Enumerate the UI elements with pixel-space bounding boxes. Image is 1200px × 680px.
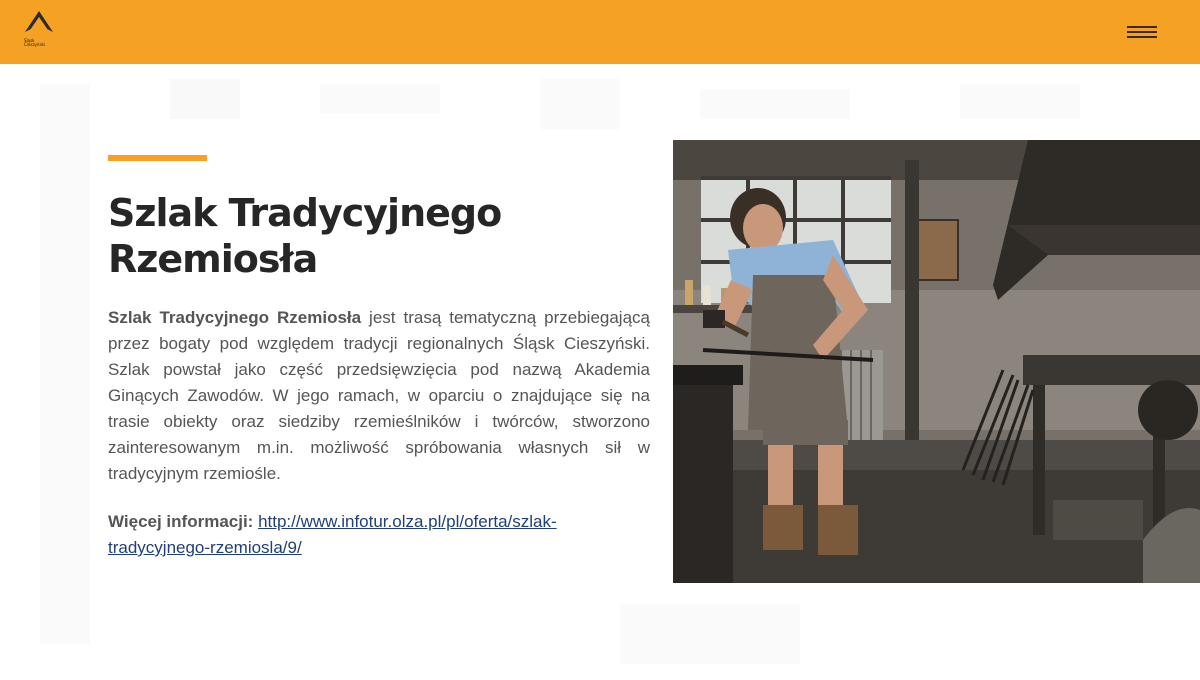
more-info-block [108,509,628,561]
blacksmith-scene-image [673,140,1200,583]
description-text: jest trasą tematyczną przebiegającą przez bogaty pod względem tradycji regionalnych Śląsk Cieszyński. Szlak powstał jako część przedsięwzięcia pod nazwą Akademia Ginących Zawodów. W jego ramach, w oparciu o znajdujące się na trasie obiekty oraz siedziby rzemieślników i twórców, stworzono zainteresowanym m.in. możliwość spróbowania własnych sił w tradycyjnym rzemiośle. [108,308,650,483]
logo-text-line1: Śląsk [24,38,35,43]
page-title: Szlak Tradycyjnego Rzemiosła [108,191,502,281]
more-info-link[interactable]: http://www.infotur.olza.pl/pl/oferta/szlak-tradycyjnego-rzemiosla/9/ [108,512,557,557]
site-logo[interactable] [22,8,56,50]
description-bold-lead: Szlak Tradycyjnego Rzemiosła [108,308,362,327]
logo-text-line2: Cieszyński [24,42,45,47]
more-info-label: Więcej informacji: [108,512,254,531]
menu-line-icon [1127,26,1157,28]
triangle-bird-logo-icon [22,8,56,38]
hamburger-menu-button[interactable] [1127,26,1157,40]
title-accent-bar [108,155,207,161]
blacksmith-workshop-photo [673,140,1200,583]
description-paragraph [108,305,650,487]
menu-line-icon [1127,36,1157,38]
top-header-bar [0,0,1200,64]
menu-line-icon [1127,31,1157,33]
logo-text [24,39,45,47]
